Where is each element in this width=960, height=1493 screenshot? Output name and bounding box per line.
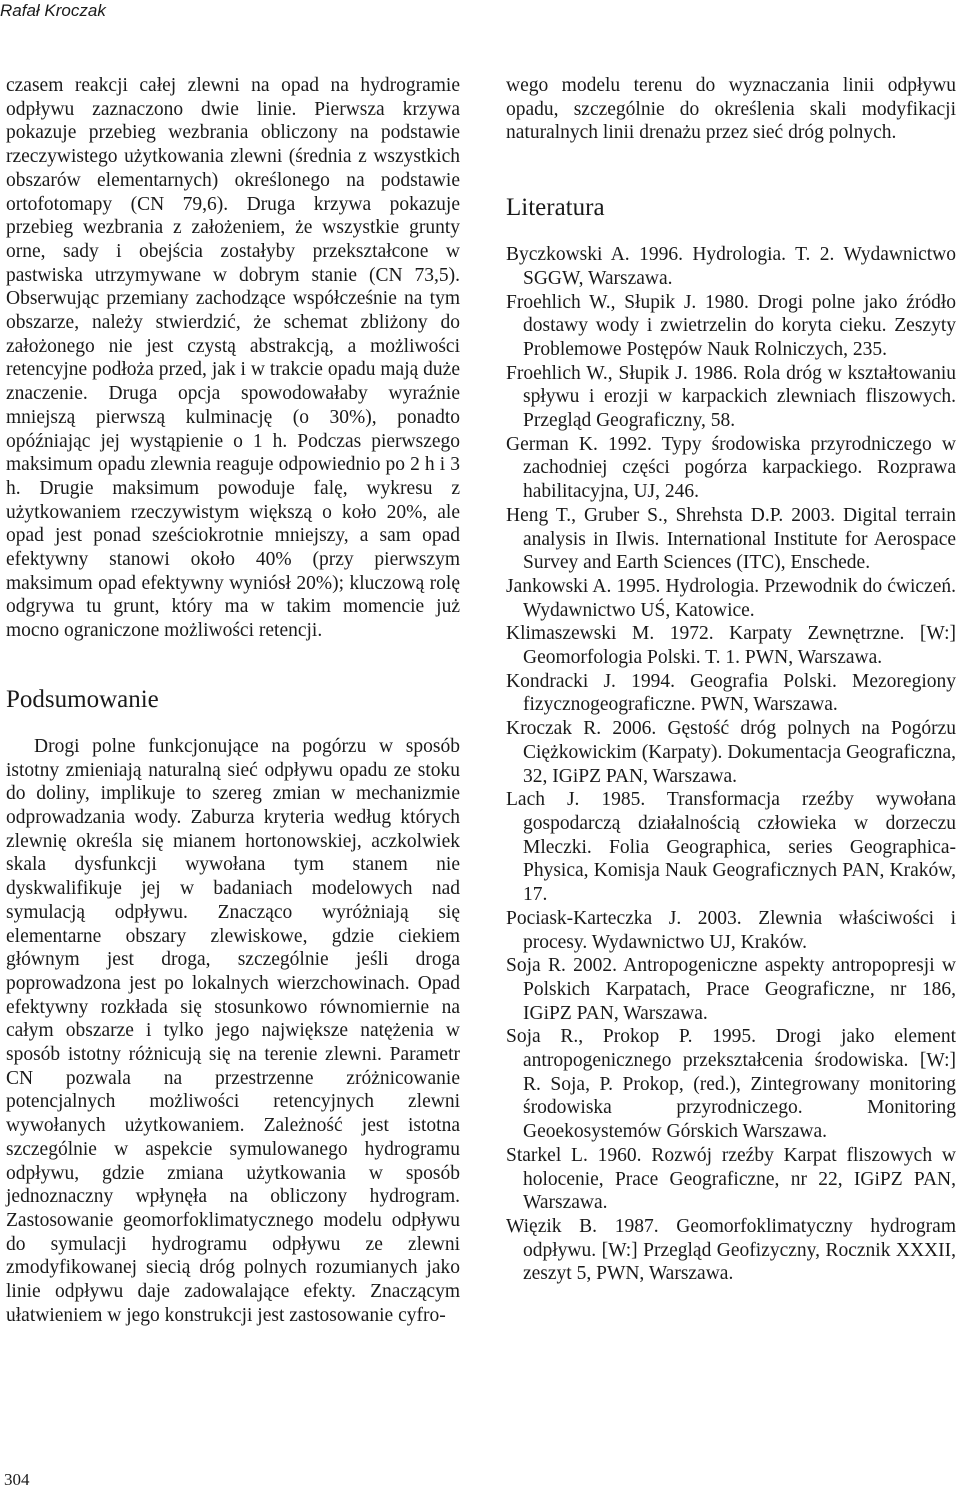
reference-list bbox=[506, 243, 956, 1286]
reference-item: Soja R., Prokop P. 1995. Drogi jako element antropogenicznego przekształcenia środowiska. [W:] R. Soja, P. Prokop, (red.), Zintegrowany monitoring środowiska przyrodniczego. Monitoring Geoekosystemów Górskich Warszawa. bbox=[506, 1026, 956, 1143]
reference-item: Więzik B. 1987. Geomorfoklimatyczny hydrogram odpływu. [W:] Przegląd Geofizyczny, Rocznik XXXII, zeszyt 5, PWN, Warszawa. bbox=[506, 1215, 956, 1285]
left-column bbox=[6, 74, 460, 1327]
page-number: 304 bbox=[4, 1470, 30, 1489]
reference-item: Froehlich W., Słupik J. 1980. Drogi polne jako źródło dostawy wody i zwietrzelin do koryta cieku. Zeszyty Problemowe Postępów Nauk Rolniczych, 235. bbox=[506, 291, 956, 360]
right-column bbox=[506, 74, 956, 1286]
reference-item: Soja R. 2002. Antropogeniczne aspekty antropopresji w Polskich Karpatach, Prace Geograficzne, nr 186, IGiPZ PAN, Warszawa. bbox=[506, 955, 956, 1024]
reference-item: Kondracki J. 1994. Geografia Polski. Mezoregiony fizycznogeograficzne. PWN, Warszawa. bbox=[506, 670, 956, 716]
body-paragraph-continuation: wego modelu terenu do wyznaczania linii odpływu opadu, szczególnie do określenia skali modyfikacji naturalnych linii drenażu przez sieć dróg polnych. bbox=[506, 75, 956, 144]
reference-item: Heng T., Gruber S., Shrehsta D.P. 2003. Digital terrain analysis in Ilwis. International Institute for Aerospace Survey and Earth Sciences (ITC), Enschede. bbox=[506, 504, 956, 574]
reference-item: Kroczak R. 2006. Gęstość dróg polnych na Pogórzu Ciężkowickim (Karpaty). Dokumentacja Geograficzna, 32, IGiPZ PAN, Warszawa. bbox=[506, 718, 956, 787]
body-paragraph-intro: czasem reakcji całej zlewni na opad na hydrogramie odpływu zaznaczono dwie linie. Pierwsza krzywa pokazuje przebieg wezbrania obliczony na podstawie rzeczywistego użytkowania zlewni (średnia z wszystkich obszarów elementarnych) określonego na podstawie ortofotomapy (CN 79,6). Druga krzywa pokazuje przebieg wezbrania z założeniem, że wszystkie grunty orne, sady i obejścia zostałyby przekształcone w pastwiska utrzymywane w dobrym stanie (CN 73,5). Obserwując przemiany zachodzące współcześnie na tym obszarze, należy stwierdzić, że schemat zbliżony do założonego nie jest czystą abstrakcją, a możliwości retencyjne podłoża przed, jak i w trakcie opadu mają duże znaczenie. Druga opcja spowodowałaby wyraźnie mniejszą pierwszą kulminację (o 30%), ponadto opóźniając jej wystąpienie o 1 h. Podczas pierwszego maksimum opadu zlewnia reaguje odpowiednio po 2 h i 3 h. Drugie maksimum powoduje falę, wykresu z użytkowaniem rzeczywistym większą o koło 20%, ale opad jest ponad sześciokrotnie mniejszy, a sam opad efektywny stanowi około 40% (przy pierwszym maksimum opad efektywny wyniósł 20%); kluczową rolę odgrywa tu grunt, który ma w takim momencie już mocno ograniczone możliwości retencji. bbox=[6, 75, 460, 642]
reference-item: Klimaszewski M. 1972. Karpaty Zewnętrzne. [W:] Geomorfologia Polski. T. 1. PWN, Warszawa. bbox=[506, 623, 956, 669]
reference-item: German K. 1992. Typy środowiska przyrodniczego w zachodniej części pogórza karpackiego. Rozprawa habilitacyjna, UJ, 246. bbox=[506, 433, 956, 503]
reference-item: Lach J. 1985. Transformacja rzeźby wywołana gospodarczą działalnością człowieka w dorzeczu Mleczki. Folia Geographica, series Geographica-Physica, Komisja Nauk Geograficznych PAN, Kraków, 17. bbox=[506, 789, 956, 906]
body-paragraph-summary: Drogi polne funkcjonujące na pogórzu w sposób istotny zmieniają naturalną sieć odpływu opadu ze stoku do doliny, implikuje to szereg zmian w mechanizmie odprowadzania wody. Zaburza kryteria według których zlewnię określa się mianem hortonowskiej, aczkolwiek skala dysfunkcji wywołana tym stanem nie dyskwalifikuje jej w badaniach modelowych nad symulacją odpływu. Znacząco wyróżniają się elementarne obszary zlewiskowe, gdzie ciekiem głównym jest droga, szczególnie jeśli droga poprowadzona jest po lokalnych wierzchowinach. Opad efektywny rozkłada się stosunkowo równomiernie na całym obszarze i tylko jego największe natężenia w sposób istotny różnicują się na terenie zlewni. Parametr CN pozwala na przestrzenne zróżnicowanie potencjalnych możliwości retencyjnych zlewni wywołanych użytkowaniem. Zależność jest istotna szczególnie w aspekcie symulowanego hydrogramu odpływu, gdzie zmiana użytkowania w sposób jednoznaczny wpłynęła na obliczony hydrogram. Zastosowanie geomorfoklimatycznego modelu odpływu do symulacji hydrogramu odpływu ze zlewni zmodyfikowanej siecią dróg polnych rozumianych jako linie odpływu daje zadowalające efekty. Znaczącym ułatwieniem w jego konstrukcji jest zastosowanie cyfro- bbox=[6, 735, 460, 1326]
running-header-author: Rafał Kroczak bbox=[0, 1, 106, 20]
reference-item: Starkel L. 1960. Rozwój rzeźby Karpat fliszowych w holocenie, Prace Geograficzne, nr 22, IGiPZ PAN, Warszawa. bbox=[506, 1144, 956, 1214]
reference-item: Froehlich W., Słupik J. 1986. Rola dróg w kształtowaniu spływu i erozji w karpackich zlewniach fliszowych. Przegląd Geograficzny, 58. bbox=[506, 362, 956, 432]
summary-heading: Podsumowanie bbox=[6, 685, 159, 713]
reference-item: Byczkowski A. 1996. Hydrologia. T. 2. Wydawnictwo SGGW, Warszawa. bbox=[506, 244, 956, 289]
reference-item: Jankowski A. 1995. Hydrologia. Przewodnik do ćwiczeń. Wydawnictwo UŚ, Katowice. bbox=[506, 575, 956, 621]
literature-heading: Literatura bbox=[506, 194, 605, 222]
reference-item: Pociask-Karteczka J. 2003. Zlewnia właściwości i procesy. Wydawnictwo UJ, Kraków. bbox=[506, 907, 956, 953]
